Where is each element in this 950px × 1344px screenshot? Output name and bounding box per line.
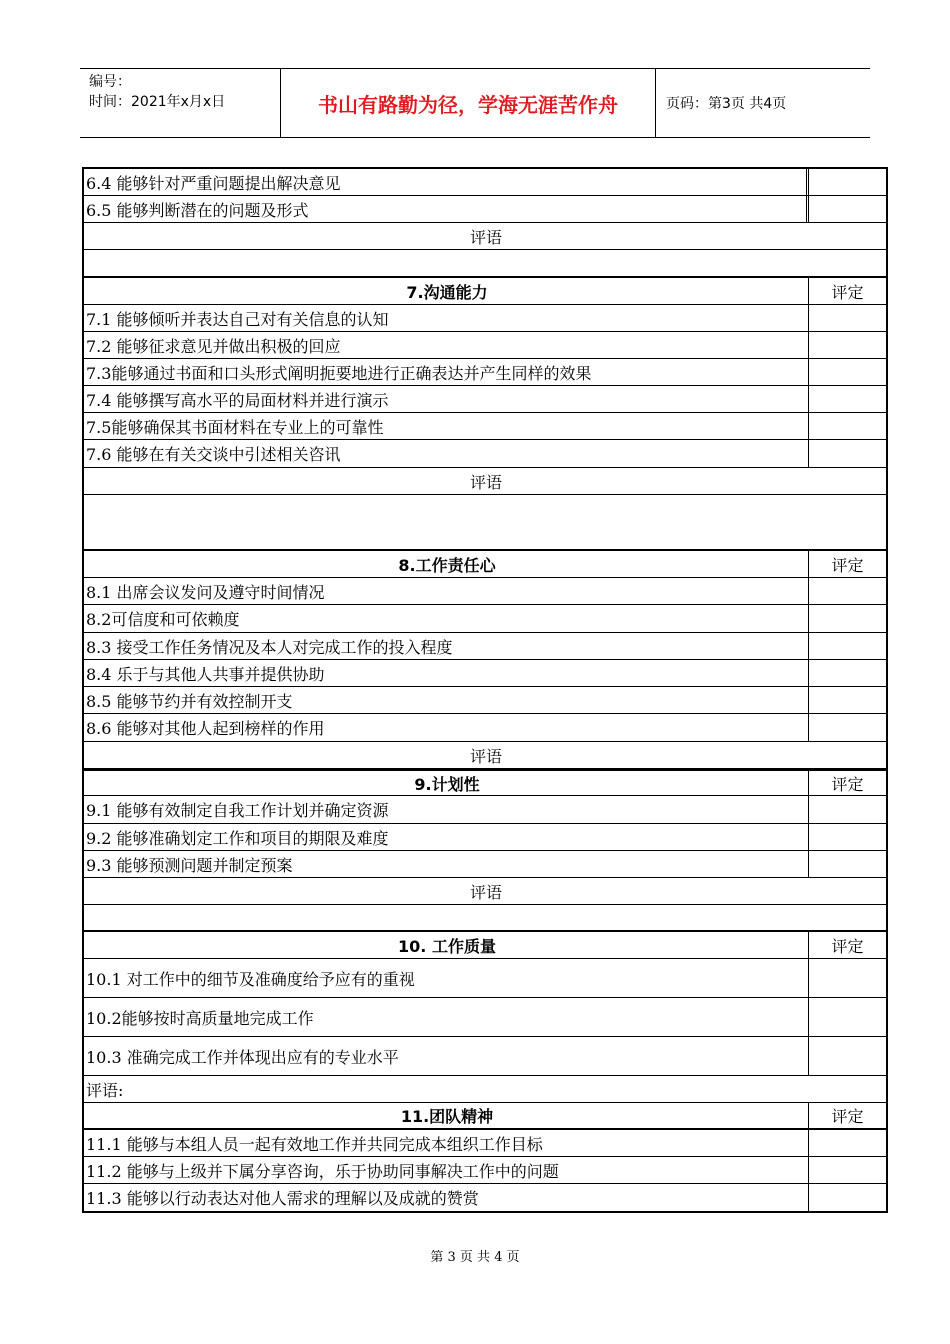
criteria-row (84, 824, 886, 851)
rating-cell[interactable] (809, 851, 886, 877)
criteria-row (84, 851, 886, 878)
comment-label-row (84, 223, 886, 250)
rating-cell[interactable] (809, 305, 886, 331)
criteria-text: 9.1 能够有效制定自我工作计划并确定资源 (84, 796, 809, 823)
comment-label-row (84, 878, 886, 905)
rating-cell[interactable] (809, 605, 886, 632)
comment-label: 评语 (469, 472, 502, 492)
rating-cell[interactable] (809, 332, 886, 358)
criteria-text: 11.1 能够与本组人员一起有效地工作并共同完成本组织工作目标 (84, 1130, 809, 1156)
comment-field (84, 905, 886, 932)
criteria-row (84, 633, 886, 660)
comment-label: 评语 (469, 746, 502, 766)
header-motto: 书山有路勤为径，学海无涯苦作舟 (281, 69, 656, 137)
comment-label-row (84, 742, 886, 769)
number-label: 编号： (89, 74, 131, 90)
rating-cell[interactable] (809, 824, 886, 850)
comment-label-row (84, 468, 886, 495)
criteria-text: 10.3 准确完成工作并体现出应有的专业水平 (84, 1037, 809, 1075)
criteria-text: 11.2 能够与上级并下属分享咨询，乐于协助同事解决工作中的问题 (84, 1157, 809, 1183)
criteria-text: 8.5 能够节约并有效控制开支 (84, 687, 809, 713)
rating-cell[interactable] (809, 1157, 886, 1183)
rating-cell[interactable] (809, 687, 886, 713)
criteria-row (84, 359, 886, 386)
criteria-row (84, 440, 886, 468)
rating-header: 评定 (831, 1107, 864, 1126)
rating-cell[interactable] (809, 959, 886, 997)
rating-header: 评定 (831, 555, 864, 575)
rating-cell[interactable] (809, 578, 886, 604)
rating-cell[interactable] (809, 386, 886, 412)
criteria-row (84, 605, 886, 633)
criteria-row (84, 1157, 886, 1184)
section-heading-row (84, 551, 886, 578)
comment-label-row (84, 1076, 886, 1103)
rating-cell[interactable] (809, 440, 886, 467)
criteria-row (84, 386, 886, 413)
time-label: 时间：2021年x月x日 (89, 94, 226, 110)
criteria-text: 6.4 能够针对严重问题提出解决意见 (84, 169, 809, 195)
header-meta (80, 69, 281, 137)
rating-cell[interactable] (809, 359, 886, 385)
criteria-row (84, 305, 886, 332)
criteria-row (84, 998, 886, 1037)
rating-cell[interactable] (809, 1184, 886, 1211)
comment-label: 评语 (469, 227, 502, 247)
rating-header: 评定 (831, 936, 864, 956)
criteria-row (84, 796, 886, 824)
comment-input-area[interactable] (84, 250, 886, 276)
rating-cell[interactable] (809, 1130, 886, 1156)
criteria-text: 8.2可信度和可依赖度 (84, 605, 809, 632)
comment-input-area[interactable] (84, 905, 886, 930)
criteria-row (84, 578, 886, 605)
criteria-text: 9.3 能够预测问题并制定预案 (84, 851, 809, 877)
comment-label: 评语 (469, 882, 502, 902)
criteria-text: 7.3能够通过书面和口头形式阐明扼要地进行正确表达并产生同样的效果 (84, 359, 809, 385)
rating-header: 评定 (831, 282, 864, 302)
section-heading-row (84, 1103, 886, 1130)
page-footer: 第 3 页 共 4 页 (430, 1250, 520, 1265)
criteria-text: 8.3 接受工作任务情况及本人对完成工作的投入程度 (84, 633, 809, 659)
rating-cell[interactable] (809, 998, 886, 1036)
criteria-text: 7.4 能够撰写高水平的局面材料并进行演示 (84, 386, 809, 412)
rating-cell[interactable] (809, 169, 886, 195)
criteria-text: 8.6 能够对其他人起到榜样的作用 (84, 714, 809, 741)
comment-label: 评语: (86, 1080, 124, 1100)
criteria-row (84, 1184, 886, 1211)
section-heading-row (84, 278, 886, 305)
section-heading-row (84, 932, 886, 959)
criteria-row (84, 714, 886, 742)
criteria-text: 10.2能够按时高质量地完成工作 (84, 998, 809, 1036)
header-page-info: 页码：第3页 共4页 (666, 96, 787, 112)
rating-header: 评定 (831, 774, 864, 794)
rating-cell[interactable] (809, 196, 886, 222)
criteria-text: 6.5 能够判断潜在的问题及形式 (84, 196, 809, 222)
comment-field (84, 250, 886, 278)
rating-cell[interactable] (809, 633, 886, 659)
section-title: 11.团队精神 (84, 1103, 809, 1128)
criteria-text: 9.2 能够准确划定工作和项目的期限及难度 (84, 824, 809, 850)
criteria-row (84, 332, 886, 359)
criteria-row (84, 1130, 886, 1157)
criteria-text: 7.2 能够征求意见并做出积极的回应 (84, 332, 809, 358)
rating-cell[interactable] (809, 413, 886, 439)
criteria-text: 7.5能够确保其书面材料在专业上的可靠性 (84, 413, 809, 439)
criteria-row (84, 959, 886, 998)
criteria-text: 11.3 能够以行动表达对他人需求的理解以及成就的赞赏 (84, 1184, 809, 1211)
criteria-text: 10.1 对工作中的细节及准确度给予应有的重视 (84, 959, 809, 997)
page-header (80, 68, 870, 138)
section-title: 8.工作责任心 (84, 551, 809, 577)
rating-cell[interactable] (809, 714, 886, 741)
rating-cell[interactable] (809, 660, 886, 686)
criteria-text: 8.4 乐于与其他人共事并提供协助 (84, 660, 809, 686)
criteria-row (84, 687, 886, 714)
evaluation-form-table (82, 167, 888, 1213)
rating-cell[interactable] (809, 1037, 886, 1075)
criteria-row (84, 169, 886, 196)
section-title: 9.计划性 (84, 771, 809, 795)
rating-cell[interactable] (809, 796, 886, 823)
comment-field (84, 495, 886, 551)
section-title: 7.沟通能力 (84, 278, 809, 304)
criteria-row (84, 196, 886, 223)
comment-input-area[interactable] (84, 495, 886, 549)
criteria-row (84, 413, 886, 440)
criteria-text: 7.1 能够倾听并表达自己对有关信息的认知 (84, 305, 809, 331)
section-heading-row (84, 769, 886, 796)
criteria-row (84, 660, 886, 687)
criteria-row (84, 1037, 886, 1076)
criteria-text: 7.6 能够在有关交谈中引述相关咨讯 (84, 440, 809, 467)
criteria-text: 8.1 出席会议发问及遵守时间情况 (84, 578, 809, 604)
section-title: 10. 工作质量 (84, 932, 809, 958)
